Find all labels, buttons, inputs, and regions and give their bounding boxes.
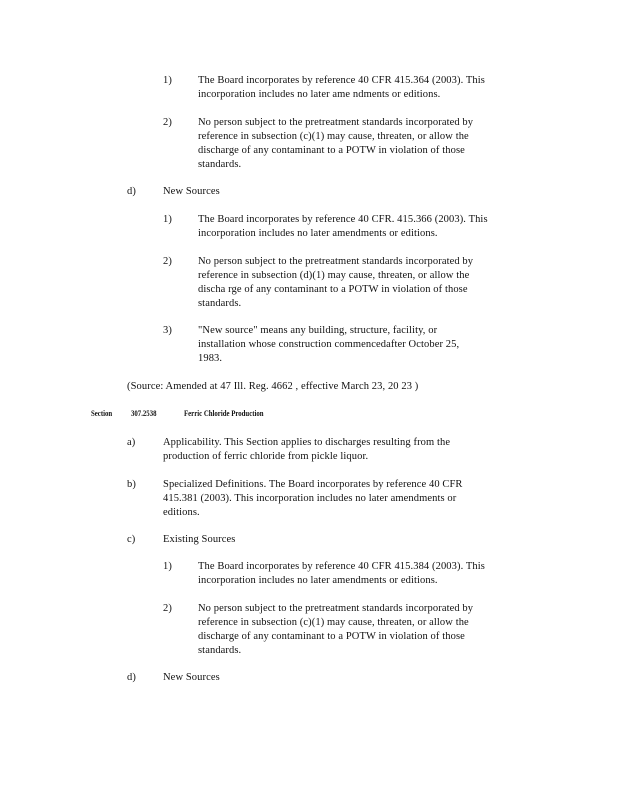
item-number: 1) xyxy=(163,561,172,572)
paragraph-line: discharge of any contaminant to a POTW in violation of those xyxy=(198,631,465,642)
paragraph-line: Specialized Definitions. The Board incorporates by reference 40 CFR xyxy=(163,479,463,490)
item-number: 2) xyxy=(163,117,172,128)
source-note: (Source: Amended at 47 Ill. Reg. 4662 , effective March 23, 20 23 ) xyxy=(127,381,419,392)
subsection-label: b) xyxy=(127,479,136,490)
item-number: 2) xyxy=(163,256,172,267)
paragraph-line: reference in subsection (c)(1) may cause, threaten, or allow the xyxy=(198,131,469,142)
item-number: 2) xyxy=(163,603,172,614)
paragraph-line: installation whose construction commencedafter October 25, xyxy=(198,339,460,350)
paragraph-line: standards. xyxy=(198,645,242,656)
subsection-title: New Sources xyxy=(163,186,220,197)
item-number: 1) xyxy=(163,214,172,225)
paragraph-line: The Board incorporates by reference 40 CFR 415.364 (2003). This xyxy=(198,75,485,86)
section-number: 307.2538 xyxy=(131,409,157,418)
subsection-label: a) xyxy=(127,437,136,448)
paragraph-line: standards. xyxy=(198,159,242,170)
paragraph-line: editions. xyxy=(163,507,200,518)
item-number: 1) xyxy=(163,75,172,86)
paragraph-line: incorporation includes no later amendments or editions. xyxy=(198,228,438,239)
subsection-title: Existing Sources xyxy=(163,534,236,545)
paragraph-line: The Board incorporates by reference 40 CFR 415.384 (2003). This xyxy=(198,561,485,572)
section-title: Ferric Chloride Production xyxy=(184,409,264,418)
paragraph-line: production of ferric chloride from pickle liquor. xyxy=(163,451,369,462)
paragraph-line: "New source" means any building, structure, facility, or xyxy=(198,325,438,336)
section-label: Section xyxy=(91,409,113,418)
paragraph-line: discharge of any contaminant to a POTW in violation of those xyxy=(198,145,465,156)
paragraph-line: 415.381 (2003). This incorporation includes no later amendments or xyxy=(163,493,457,504)
paragraph-line: discha rge of any contaminant to a POTW in violation of those xyxy=(198,284,468,295)
paragraph-line: incorporation includes no later ame ndments or editions. xyxy=(198,89,441,100)
paragraph-line: No person subject to the pretreatment standards incorporated by xyxy=(198,117,474,128)
subsection-title: New Sources xyxy=(163,672,220,683)
item-number: 3) xyxy=(163,325,172,336)
paragraph-line: No person subject to the pretreatment standards incorporated by xyxy=(198,603,474,614)
paragraph-line: reference in subsection (d)(1) may cause, threaten, or allow the xyxy=(198,270,470,281)
subsection-label: d) xyxy=(127,186,136,197)
paragraph-line: standards. xyxy=(198,298,242,309)
subsection-label: d) xyxy=(127,672,136,683)
paragraph-line: 1983. xyxy=(198,353,223,364)
subsection-label: c) xyxy=(127,534,136,545)
paragraph-line: Applicability. This Section applies to discharges resulting from the xyxy=(163,437,451,448)
paragraph-line: incorporation includes no later amendments or editions. xyxy=(198,575,438,586)
paragraph-line: reference in subsection (c)(1) may cause, threaten, or allow the xyxy=(198,617,469,628)
paragraph-line: No person subject to the pretreatment standards incorporated by xyxy=(198,256,474,267)
paragraph-line: The Board incorporates by reference 40 CFR. 415.366 (2003). This xyxy=(198,214,488,225)
